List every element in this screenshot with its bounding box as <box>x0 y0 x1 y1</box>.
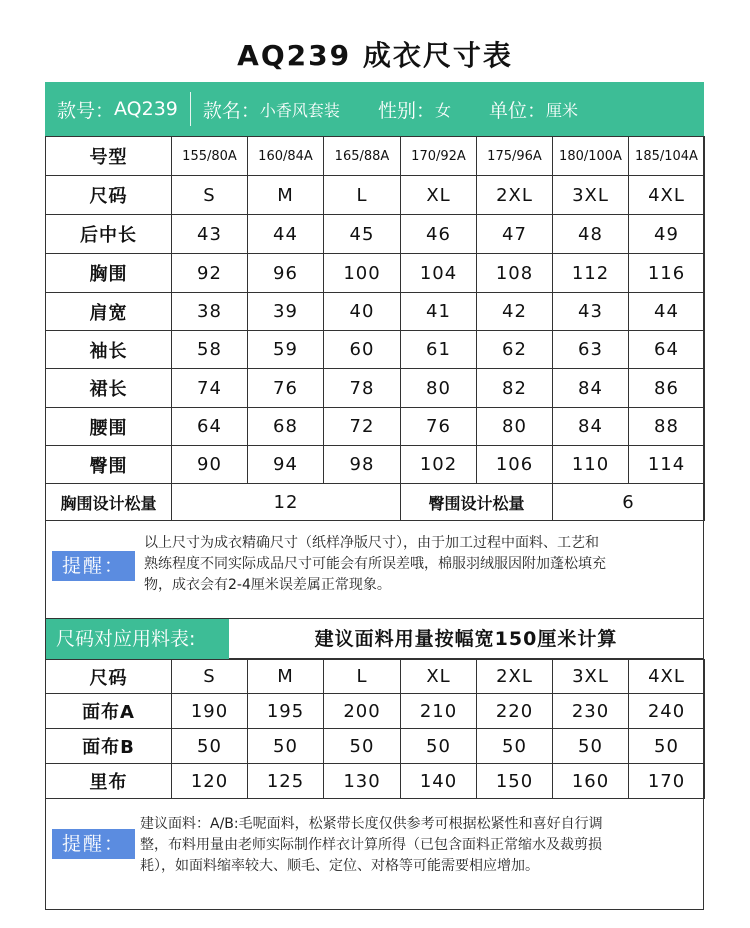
measure-cell: 64 <box>629 331 705 369</box>
page-title: AQ239 成衣尺寸表 <box>237 39 513 72</box>
style-name-label: 款名： <box>202 99 260 122</box>
measure-cell: 63 <box>553 331 629 369</box>
measure-cell: 112 <box>553 254 629 293</box>
model-cell: 165/88A <box>324 137 401 176</box>
measure-row <box>46 331 705 369</box>
measure-cell: 68 <box>248 408 324 446</box>
info-header <box>45 82 704 136</box>
measure-cell: 90 <box>172 446 248 484</box>
measure-cell: 60 <box>324 331 401 369</box>
measure-cell: 114 <box>629 446 705 484</box>
measure-row <box>46 446 705 484</box>
measure-cell: 49 <box>629 215 705 254</box>
style-name-group <box>203 82 340 136</box>
tip1-line: 熟练程度不同实际成品尺寸可能会有所误差哦，棉服羽绒服因附加蓬松填充 <box>144 556 606 572</box>
measure-cell: 61 <box>401 331 477 369</box>
measure-cell: 62 <box>477 331 553 369</box>
tip-badge-1: 提醒： <box>52 551 135 581</box>
measure-row <box>46 369 705 408</box>
size-cell: XL <box>401 176 477 215</box>
fabric-cell: 50 <box>401 729 477 764</box>
measure-cell: 42 <box>477 293 553 331</box>
measure-cell: 58 <box>172 331 248 369</box>
fabric-cell: 200 <box>324 694 401 729</box>
model-cell: 155/80A <box>172 137 248 176</box>
fabric-cell: 160 <box>553 764 629 799</box>
tip1-line: 物，成衣会有2-4厘米误差属正常现象。 <box>144 577 391 593</box>
measure-cell: 104 <box>401 254 477 293</box>
fabric-cell: 195 <box>248 694 324 729</box>
measure-cell: 45 <box>324 215 401 254</box>
gender-group <box>378 82 451 136</box>
fabric-cell: 170 <box>629 764 705 799</box>
measure-row <box>46 293 705 331</box>
fabric-size-cell: 2XL <box>477 660 553 694</box>
model-label: 号型 <box>46 137 172 176</box>
size-cell: 3XL <box>553 176 629 215</box>
size-cell: L <box>324 176 401 215</box>
style-no-group <box>45 82 178 136</box>
fabric-cell: 50 <box>629 729 705 764</box>
model-cell: 180/100A <box>553 137 629 176</box>
measure-cell: 116 <box>629 254 705 293</box>
model-cell: 160/84A <box>248 137 324 176</box>
chest-ease-value: 12 <box>172 484 401 521</box>
measure-label: 后中长 <box>46 215 172 254</box>
fabric-row <box>46 764 705 799</box>
unit-value: 厘米 <box>545 100 578 120</box>
measure-cell: 46 <box>401 215 477 254</box>
tip-note-2 <box>45 795 704 910</box>
measure-cell: 108 <box>477 254 553 293</box>
fabric-cell: 130 <box>324 764 401 799</box>
measure-label: 裙长 <box>46 369 172 408</box>
unit-group <box>489 82 578 136</box>
fabric-cell: 120 <box>172 764 248 799</box>
chest-ease-label: 胸围设计松量 <box>46 484 172 521</box>
size-label: 尺码 <box>46 176 172 215</box>
measure-cell: 44 <box>248 215 324 254</box>
fabric-cell: 50 <box>553 729 629 764</box>
tip2-line: 整，布料用量由老师实际制作样衣计算所得（已包含面料正常缩水及裁剪损 <box>140 837 602 853</box>
fabric-cell: 125 <box>248 764 324 799</box>
measure-cell: 47 <box>477 215 553 254</box>
size-cell: 2XL <box>477 176 553 215</box>
fabric-size-cell: M <box>248 660 324 694</box>
hip-ease-value: 6 <box>553 484 705 521</box>
measure-row <box>46 408 705 446</box>
size-cell: 4XL <box>629 176 705 215</box>
tip-badge-2: 提醒： <box>52 829 135 859</box>
measure-cell: 82 <box>477 369 553 408</box>
model-row <box>46 137 705 176</box>
measure-cell: 92 <box>172 254 248 293</box>
measure-label: 胸围 <box>46 254 172 293</box>
fabric-cell: 220 <box>477 694 553 729</box>
fabric-size-cell: XL <box>401 660 477 694</box>
measure-cell: 64 <box>172 408 248 446</box>
measure-cell: 100 <box>324 254 401 293</box>
measure-cell: 41 <box>401 293 477 331</box>
fabric-label: 面布B <box>46 729 172 764</box>
tip1-line: 以上尺寸为成衣精确尺寸（纸样净版尺寸），由于加工过程中面料、工艺和 <box>144 535 599 551</box>
measure-row <box>46 215 705 254</box>
style-no-label: 款号： <box>57 99 115 122</box>
model-cell: 170/92A <box>401 137 477 176</box>
measure-cell: 40 <box>324 293 401 331</box>
fabric-cell: 150 <box>477 764 553 799</box>
tip2-line: 耗），如面料缩率较大、顺毛、定位、对格等可能需要相应增加。 <box>140 858 539 874</box>
measure-label: 腰围 <box>46 408 172 446</box>
measure-cell: 88 <box>629 408 705 446</box>
fabric-cell: 240 <box>629 694 705 729</box>
size-row <box>46 176 705 215</box>
measure-cell: 84 <box>553 408 629 446</box>
fabric-row <box>46 729 705 764</box>
gender-value: 女 <box>434 100 451 120</box>
fabric-section-label: 尺码对应用料表: <box>46 619 229 659</box>
measure-cell: 106 <box>477 446 553 484</box>
fabric-cell: 230 <box>553 694 629 729</box>
tip2-line: 建议面料：A/B:毛呢面料，松紧带长度仅供参考可根据松紧性和喜好自行调 <box>140 816 603 832</box>
fabric-label: 面布A <box>46 694 172 729</box>
tip-note-1 <box>45 510 704 618</box>
fabric-cell: 190 <box>172 694 248 729</box>
measure-row <box>46 254 705 293</box>
measure-cell: 102 <box>401 446 477 484</box>
measure-cell: 86 <box>629 369 705 408</box>
fabric-size-cell: 3XL <box>553 660 629 694</box>
tip-text-1 <box>144 533 606 596</box>
fabric-cell: 140 <box>401 764 477 799</box>
fabric-size-cell: 4XL <box>629 660 705 694</box>
measure-cell: 43 <box>553 293 629 331</box>
fabric-section-header <box>45 618 704 659</box>
measure-label: 肩宽 <box>46 293 172 331</box>
fabric-size-label: 尺码 <box>46 660 172 694</box>
measure-cell: 76 <box>248 369 324 408</box>
fabric-row <box>46 694 705 729</box>
measure-label: 袖长 <box>46 331 172 369</box>
measure-cell: 44 <box>629 293 705 331</box>
measure-cell: 72 <box>324 408 401 446</box>
measure-cell: 80 <box>401 369 477 408</box>
measure-cell: 84 <box>553 369 629 408</box>
measure-cell: 96 <box>248 254 324 293</box>
fabric-size-cell: L <box>324 660 401 694</box>
gender-label: 性别： <box>377 99 435 122</box>
measure-cell: 39 <box>248 293 324 331</box>
measure-cell: 38 <box>172 293 248 331</box>
style-no-value: AQ239 <box>114 98 178 120</box>
header-divider <box>190 92 191 126</box>
fabric-cell: 50 <box>248 729 324 764</box>
measure-cell: 48 <box>553 215 629 254</box>
unit-label: 单位： <box>488 99 546 122</box>
fabric-cell: 50 <box>172 729 248 764</box>
size-table <box>45 136 705 521</box>
measure-cell: 76 <box>401 408 477 446</box>
fabric-table <box>45 659 705 799</box>
tip-text-2 <box>140 814 603 877</box>
model-cell: 185/104A <box>629 137 705 176</box>
measure-cell: 94 <box>248 446 324 484</box>
fabric-cell: 210 <box>401 694 477 729</box>
hip-ease-label: 臀围设计松量 <box>401 484 553 521</box>
measure-cell: 110 <box>553 446 629 484</box>
measure-cell: 59 <box>248 331 324 369</box>
fabric-section-title: 建议面料用量按幅宽150厘米计算 <box>314 628 618 650</box>
measure-label: 臀围 <box>46 446 172 484</box>
fabric-label: 里布 <box>46 764 172 799</box>
measure-cell: 43 <box>172 215 248 254</box>
measure-cell: 80 <box>477 408 553 446</box>
fabric-size-row <box>46 660 705 694</box>
measure-cell: 98 <box>324 446 401 484</box>
fabric-size-cell: S <box>172 660 248 694</box>
size-cell: M <box>248 176 324 215</box>
fabric-cell: 50 <box>324 729 401 764</box>
measure-cell: 78 <box>324 369 401 408</box>
size-cell: S <box>172 176 248 215</box>
measure-cell: 74 <box>172 369 248 408</box>
model-cell: 175/96A <box>477 137 553 176</box>
style-name-value: 小香风套装 <box>259 100 340 120</box>
fabric-cell: 50 <box>477 729 553 764</box>
